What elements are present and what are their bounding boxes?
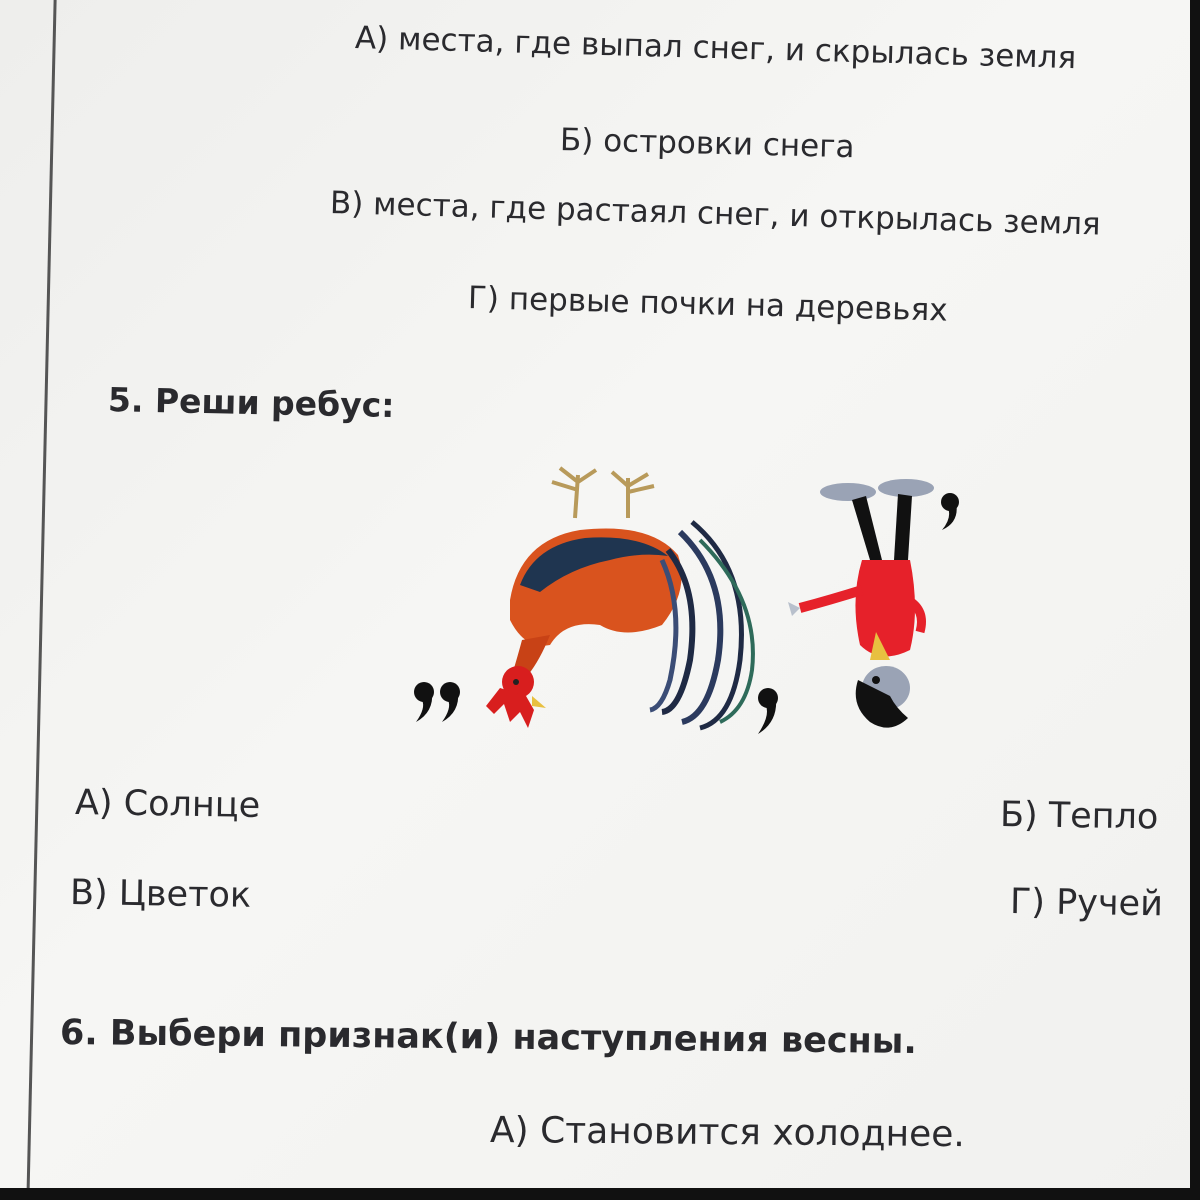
quote-marks-icon [414,682,460,722]
question4-option-b: Б) островки снега [559,122,855,166]
question5-title: 5. Реши ребус: [107,380,395,425]
question6-title: 6. Выбери признак(и) наступления весны. [59,1013,917,1062]
question4-option-g: Г) первые почки на деревьях [467,280,949,329]
question5-option-g: Г) Ручей [1009,882,1164,925]
question6-option-a: А) Становится холоднее. [489,1110,966,1156]
question5-option-b: Б) Тепло [999,795,1159,838]
photo-border-right [1190,0,1200,1200]
question5-option-a: А) Солнце [74,783,261,826]
question5-option-v: В) Цветок [69,873,252,916]
comma-icon [758,688,778,734]
apostrophe-icon [941,493,959,530]
upside-down-cartoon-wolf-icon [788,479,959,728]
photo-border-bottom [0,1188,1200,1200]
question4-option-v: В) места, где растаял снег, и открылась земля [329,185,1102,243]
rebus-picture [400,460,1000,760]
margin-line [26,0,56,1200]
question4-option-a: А) места, где выпал снег, и скрылась земля [354,20,1077,77]
upside-down-rooster-icon [486,468,753,728]
